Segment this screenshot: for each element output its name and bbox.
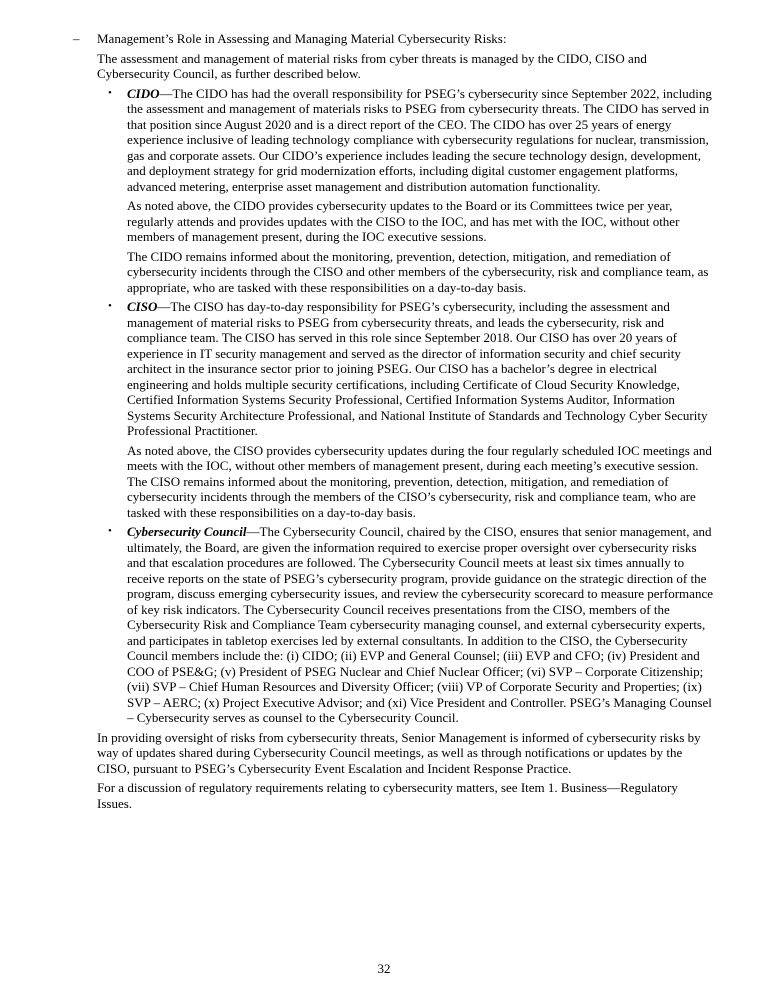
closing-paragraph-regulatory: For a discussion of regulatory requirements relating to cybersecurity matters, see Item 1. Business—Regulatory Issues. <box>97 780 678 811</box>
bullet-ciso-title: CISO <box>127 299 158 314</box>
bullet-council-title: Cybersecurity Council <box>127 524 247 539</box>
bullet-cido <box>97 86 713 296</box>
dot-bullet-marker: • <box>108 300 112 312</box>
dot-bullet-marker: • <box>108 525 112 537</box>
management-role-section <box>73 31 713 815</box>
section-heading: Management’s Role in Assessing and Managing Material Cybersecurity Risks: <box>97 31 507 46</box>
dot-bullet-marker: • <box>108 86 112 99</box>
bullet-council-text-1: —The Cybersecurity Council, chaired by the CISO, ensures that senior management, and ultimately, the Board, are given the information required to exercise proper oversight over cybersecurity risks and that escalation procedures are followed. The Cybersecurity Council meets at least six times annually to receive reports on the state of PSEG’s cybersecurity program, provide guidance on the strategic direction of the program, discuss emerging cybersecurity issues, and review the cybersecurity scorecard to measure performance of key risk indicators. The Cybersecurity Council receives presentations from the CISO, members of the Cybersecurity Risk and Compliance Team cybersecurity managing counsel, and external cybersecurity experts, and participates in tabletop exercises led by external consultants. In addition to the CISO, the Cybersecurity Council members include the: (i) CIDO; (ii) EVP and General Counsel; (iii) EVP and CFO; (iv) President and COO of PSE&G; (v) President of PSEG Nuclear and Chief Nuclear Officer; (vi) SVP – Corporate Citizenship; (vii) SVP – Chief Human Resources and Diversity Officer; (viii) VP of Corporate Security and Properties; (ix) SVP – AERC; (x) Project Executive Advisor; and (xi) Vice President and Controller. PSEG’s Managing Counsel – Cybersecurity serves as counsel to the Cybersecurity Council. <box>127 524 713 725</box>
bullet-ciso <box>97 299 713 520</box>
closing-paragraph-oversight: In providing oversight of risks from cybersecurity threats, Senior Management is informed of cybersecurity risks by way of updates shared during Cybersecurity Council meetings, as well as through notifications or updates by the CISO, pursuant to PSEG’s Cybersecurity Event Escalation and Incident Response Practice. <box>97 729 701 776</box>
bullet-council-paragraph-1 <box>108 524 713 726</box>
bullet-cido-title: CIDO <box>127 85 160 101</box>
bullet-cido-text-1: —The CIDO has had the overall responsibility for PSEG’s cybersecurity since September 2022, including the assessment and management of materials risks to PSEG from cybersecurity threats. The CIDO has served in that position since August 2020 and is a direct report of the CEO. The CIDO has over 25 years of energy experience inclusive of leading technology compliance with cybersecurity regulations for nuclear, transmission, gas and corporate assets. Our CIDO’s experience includes leading the secure technology design, development, and deployment strategy for grid modernization efforts, including digital customer engagement platforms, advanced metering, enterprise asset management and distribution automation functionality. <box>127 85 712 194</box>
bullet-ciso-paragraph-1 <box>108 299 713 439</box>
bullet-cido-paragraph-1 <box>108 85 713 195</box>
intro-paragraph: The assessment and management of material risks from cyber threats is managed by the CIDO, CISO and Cybersecurity Council, as further described below. <box>97 50 647 81</box>
bullet-ciso-paragraph-2: As noted above, the CISO provides cybersecurity updates during the four regularly scheduled IOC meetings and meets with the IOC, without other members of management present, during each meeting’s executive session. The CISO remains informed about the monitoring, prevention, detection, mitigation, and remediation of cybersecurity incidents through the members of the CISO’s cybersecurity, risk and compliance team, who are tasked with these responsibilities on a day-to-day basis. <box>127 442 712 520</box>
page-number: 32 <box>377 961 391 976</box>
bullet-cybersecurity-council <box>97 524 713 726</box>
bullet-ciso-text-1: —The CISO has day-to-day responsibility for PSEG’s cybersecurity, including the assessment and management of material risks to PSEG from cybersecurity threats, and leads the cybersecurity, risk and compliance team. The CISO has served in this role since September 2018. Our CISO has over 20 years of experience in IT security management and served as the director of information security and chief security architect in the insurance sector prior to joining PSEG. Our CISO has a bachelor’s degree in electrical engineering and holds multiple security certifications, including Certificate of Cloud Security Knowledge, Certified Information Systems Security Professional, Certified Information Systems Auditor, Information Systems Security Architecture Professional, and National Institute of Standards and Technology Cyber Security Professional Practitioner. <box>127 299 708 438</box>
bullet-cido-paragraph-2: As noted above, the CIDO provides cybersecurity updates to the Board or its Committees twice per year, regularly attends and provides updates with the CISO to the IOC, and has met with the IOC, without other members of management present, during the IOC executive sessions. <box>127 198 680 244</box>
bullet-cido-paragraph-3: The CIDO remains informed about the monitoring, prevention, detection, mitigation, and remediation of cybersecurity incidents through the CISO and other members of the cybersecurity, risk and compliance team, as appropriate, who are tasked with these responsibilities on a day-to-day basis. <box>127 248 709 295</box>
dash-bullet-marker: – <box>73 31 80 46</box>
